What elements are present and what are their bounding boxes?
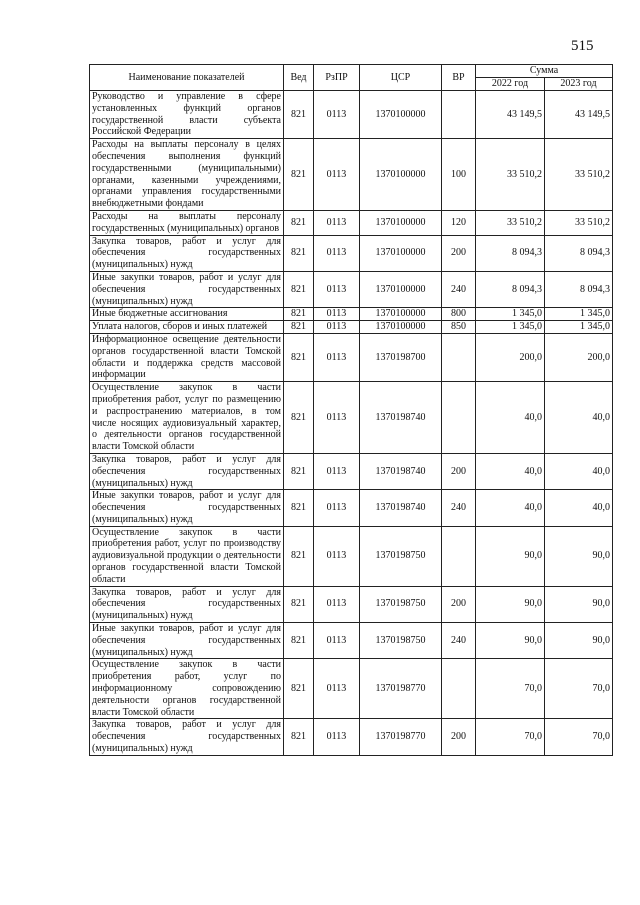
cell-name: Закупка товаров, работ и услуг для обеспечения государственных (муниципальных) нужд (90, 453, 284, 489)
table-row (90, 271, 613, 307)
cell-amount-2023: 70,0 (545, 659, 613, 719)
budget-table (89, 64, 613, 756)
table-row (90, 719, 613, 755)
cell-amount-2023: 90,0 (545, 623, 613, 659)
cell-rzpr: 0113 (314, 623, 360, 659)
cell-rzpr: 0113 (314, 382, 360, 454)
header-year-2022: 2022 год (476, 78, 545, 91)
cell-vr (442, 659, 476, 719)
cell-ved: 821 (284, 271, 314, 307)
cell-csr: 1370100000 (360, 139, 442, 211)
table-row (90, 382, 613, 454)
cell-csr: 1370100000 (360, 321, 442, 334)
cell-amount-2023: 43 149,5 (545, 91, 613, 139)
cell-ved: 821 (284, 490, 314, 526)
table-row (90, 623, 613, 659)
cell-name: Иные закупки товаров, работ и услуг для обеспечения государственных (муниципальных) нужд (90, 490, 284, 526)
cell-rzpr: 0113 (314, 333, 360, 381)
cell-rzpr: 0113 (314, 659, 360, 719)
cell-amount-2022: 40,0 (476, 490, 545, 526)
cell-csr: 1370100000 (360, 271, 442, 307)
cell-ved: 821 (284, 586, 314, 622)
cell-amount-2022: 1 345,0 (476, 321, 545, 334)
header-rzpr: РзПР (314, 65, 360, 91)
cell-amount-2022: 1 345,0 (476, 308, 545, 321)
cell-amount-2023: 33 510,2 (545, 139, 613, 211)
cell-vr (442, 91, 476, 139)
cell-vr: 240 (442, 271, 476, 307)
table-row (90, 308, 613, 321)
table-row (90, 91, 613, 139)
header-vr: ВР (442, 65, 476, 91)
header-csr: ЦСР (360, 65, 442, 91)
cell-rzpr: 0113 (314, 719, 360, 755)
table-row (90, 659, 613, 719)
cell-rzpr: 0113 (314, 235, 360, 271)
cell-amount-2022: 200,0 (476, 333, 545, 381)
cell-csr: 1370198740 (360, 490, 442, 526)
cell-amount-2022: 43 149,5 (476, 91, 545, 139)
cell-name: Осуществление закупок в части приобретения работ, услуг по производству аудиовизуальной продукции о деятельности органов государственной власти Томской области (90, 526, 284, 586)
cell-name: Уплата налогов, сборов и иных платежей (90, 321, 284, 334)
cell-rzpr: 0113 (314, 321, 360, 334)
cell-rzpr: 0113 (314, 453, 360, 489)
cell-amount-2023: 8 094,3 (545, 235, 613, 271)
table-header (90, 65, 613, 91)
cell-ved: 821 (284, 308, 314, 321)
cell-name: Осуществление закупок в части приобретения работ, услуг по информационному сопровождению деятельности органов государственной власти Томской области (90, 659, 284, 719)
cell-name: Иные закупки товаров, работ и услуг для обеспечения государственных (муниципальных) нужд (90, 623, 284, 659)
table-body (90, 91, 613, 756)
cell-amount-2022: 33 510,2 (476, 139, 545, 211)
page-number: 515 (571, 38, 594, 54)
cell-name: Закупка товаров, работ и услуг для обеспечения государственных (муниципальных) нужд (90, 719, 284, 755)
table-row (90, 210, 613, 235)
cell-vr: 240 (442, 623, 476, 659)
cell-ved: 821 (284, 333, 314, 381)
cell-amount-2023: 40,0 (545, 382, 613, 454)
cell-amount-2023: 90,0 (545, 586, 613, 622)
cell-rzpr: 0113 (314, 210, 360, 235)
cell-ved: 821 (284, 453, 314, 489)
cell-ved: 821 (284, 235, 314, 271)
cell-csr: 1370100000 (360, 235, 442, 271)
cell-amount-2023: 200,0 (545, 333, 613, 381)
cell-ved: 821 (284, 321, 314, 334)
table-row (90, 333, 613, 381)
cell-vr: 800 (442, 308, 476, 321)
cell-csr: 1370198750 (360, 623, 442, 659)
cell-ved: 821 (284, 382, 314, 454)
cell-csr: 1370100000 (360, 210, 442, 235)
header-ved: Вед (284, 65, 314, 91)
cell-amount-2023: 40,0 (545, 490, 613, 526)
cell-rzpr: 0113 (314, 91, 360, 139)
cell-vr (442, 526, 476, 586)
table-row (90, 490, 613, 526)
cell-rzpr: 0113 (314, 308, 360, 321)
cell-rzpr: 0113 (314, 586, 360, 622)
cell-amount-2022: 90,0 (476, 526, 545, 586)
cell-name: Иные закупки товаров, работ и услуг для обеспечения государственных (муниципальных) нужд (90, 271, 284, 307)
cell-vr: 200 (442, 453, 476, 489)
cell-vr: 200 (442, 586, 476, 622)
cell-rzpr: 0113 (314, 271, 360, 307)
table-row (90, 526, 613, 586)
cell-vr: 200 (442, 719, 476, 755)
cell-name: Закупка товаров, работ и услуг для обеспечения государственных (муниципальных) нужд (90, 235, 284, 271)
cell-ved: 821 (284, 719, 314, 755)
cell-amount-2023: 1 345,0 (545, 321, 613, 334)
cell-csr: 1370198750 (360, 526, 442, 586)
cell-name: Иные бюджетные ассигнования (90, 308, 284, 321)
cell-name: Информационное освещение деятельности органов государственной власти Томской области и поддержка средств массовой информации (90, 333, 284, 381)
cell-vr: 120 (442, 210, 476, 235)
cell-csr: 1370198700 (360, 333, 442, 381)
cell-amount-2023: 8 094,3 (545, 271, 613, 307)
cell-csr: 1370100000 (360, 91, 442, 139)
cell-amount-2023: 90,0 (545, 526, 613, 586)
cell-vr (442, 333, 476, 381)
cell-amount-2022: 90,0 (476, 623, 545, 659)
cell-amount-2022: 8 094,3 (476, 235, 545, 271)
cell-vr: 100 (442, 139, 476, 211)
cell-vr (442, 382, 476, 454)
cell-amount-2022: 70,0 (476, 719, 545, 755)
cell-amount-2022: 40,0 (476, 382, 545, 454)
header-name: Наименование показателей (90, 65, 284, 91)
cell-csr: 1370198740 (360, 382, 442, 454)
cell-ved: 821 (284, 526, 314, 586)
cell-ved: 821 (284, 91, 314, 139)
cell-amount-2022: 90,0 (476, 586, 545, 622)
cell-rzpr: 0113 (314, 139, 360, 211)
cell-name: Расходы на выплаты персоналу в целях обеспечения выполнения функций государственными (муниципальными) органами, казенными учреждениями, органами управления государственными внебюджетными фондами (90, 139, 284, 211)
cell-vr: 240 (442, 490, 476, 526)
table-row (90, 586, 613, 622)
table-row (90, 321, 613, 334)
table-row (90, 139, 613, 211)
cell-amount-2022: 8 094,3 (476, 271, 545, 307)
cell-name: Осуществление закупок в части приобретения работ, услуг по размещению и распространению материалов, в том числе носящих аудиовизуальный характер, о деятельности органов государственной власти Томской области (90, 382, 284, 454)
cell-amount-2023: 33 510,2 (545, 210, 613, 235)
cell-csr: 1370198740 (360, 453, 442, 489)
cell-name: Расходы на выплаты персоналу государственных (муниципальных) органов (90, 210, 284, 235)
cell-amount-2023: 70,0 (545, 719, 613, 755)
cell-csr: 1370198750 (360, 586, 442, 622)
table-row (90, 453, 613, 489)
cell-vr: 850 (442, 321, 476, 334)
cell-csr: 1370100000 (360, 308, 442, 321)
cell-csr: 1370198770 (360, 659, 442, 719)
cell-ved: 821 (284, 210, 314, 235)
cell-name: Закупка товаров, работ и услуг для обеспечения государственных (муниципальных) нужд (90, 586, 284, 622)
header-sum: Сумма (476, 65, 613, 78)
cell-amount-2022: 70,0 (476, 659, 545, 719)
table-row (90, 235, 613, 271)
cell-amount-2023: 1 345,0 (545, 308, 613, 321)
header-year-2023: 2023 год (545, 78, 613, 91)
cell-rzpr: 0113 (314, 490, 360, 526)
cell-amount-2022: 33 510,2 (476, 210, 545, 235)
cell-csr: 1370198770 (360, 719, 442, 755)
cell-vr: 200 (442, 235, 476, 271)
cell-ved: 821 (284, 623, 314, 659)
cell-ved: 821 (284, 139, 314, 211)
cell-rzpr: 0113 (314, 526, 360, 586)
cell-ved: 821 (284, 659, 314, 719)
cell-name: Руководство и управление в сфере установленных функций органов государственной власти субъекта Российской Федерации (90, 91, 284, 139)
cell-amount-2023: 40,0 (545, 453, 613, 489)
cell-amount-2022: 40,0 (476, 453, 545, 489)
